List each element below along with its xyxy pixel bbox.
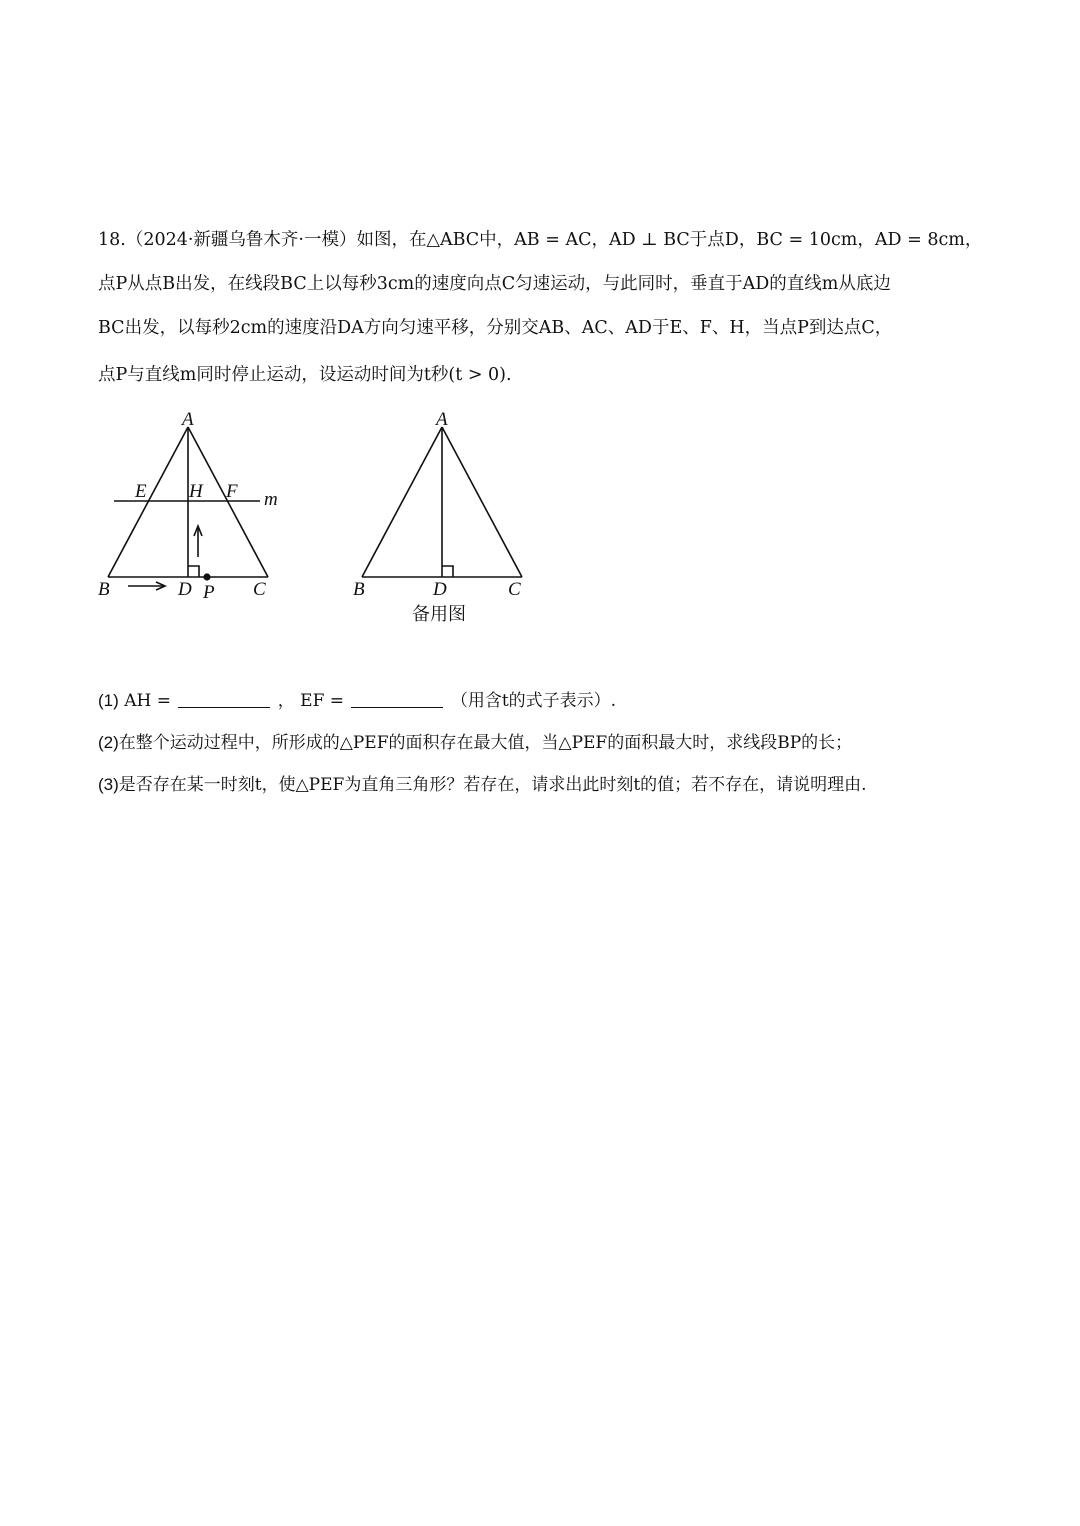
label-p: P — [203, 582, 215, 603]
figure-1 — [108, 427, 268, 590]
spare-side-ac — [442, 427, 522, 577]
question-1-ah-label: AH = — [124, 691, 171, 711]
question-2-text: 在整个运动过程中，所形成的△PEF的面积存在最大值，当△PEF的面积最大时，求线段BP的长； — [118, 733, 853, 753]
label-d: D — [178, 579, 192, 600]
label-c: C — [253, 579, 266, 600]
problem-line-4: 点P与直线m同时停止运动，设运动时间为t秒(t > 0). — [98, 365, 512, 385]
label-h: H — [189, 481, 203, 502]
spare-right-angle-mark — [442, 566, 453, 577]
question-3-number: (3) — [98, 775, 119, 794]
spare-label-c: C — [508, 579, 521, 600]
figures — [90, 405, 560, 635]
geometry-figures — [90, 405, 560, 635]
problem-line-3: BC出发，以每秒2cm的速度沿DA方向匀速平移，分别交AB、AC、AD于E、F、H，当点P到达点C， — [98, 318, 893, 338]
question-2 — [98, 722, 998, 764]
spare-label-a: A — [436, 409, 448, 430]
problem-line-1: 18.（2024·新疆乌鲁木齐·一模）如图，在△ABC中，AB = AC，AD ⊥ BC于点D，BC = 10cm，AD = 8cm， — [98, 230, 983, 250]
side-ac — [188, 427, 268, 577]
questions — [98, 680, 998, 806]
label-f: F — [226, 481, 238, 502]
side-ab — [108, 427, 188, 577]
ah-answer-blank[interactable] — [178, 689, 270, 708]
problem-line-2: 点P从点B出发，在线段BC上以每秒3cm的速度向点C匀速运动，与此同时，垂直于AD的直线m从底边 — [98, 274, 891, 294]
question-2-number: (2) — [98, 733, 119, 752]
point-p — [203, 573, 210, 580]
question-1 — [98, 680, 998, 722]
spare-figure-caption: 备用图 — [412, 604, 466, 625]
question-3-text: 是否存在某一时刻t，使△PEF为直角三角形？若存在，请求出此时刻t的值；若不存在，请说明理由. — [118, 775, 867, 795]
ef-answer-blank[interactable] — [351, 689, 443, 708]
figure-2 — [362, 427, 522, 577]
question-1-number: (1) — [98, 691, 119, 710]
spare-side-ab — [362, 427, 442, 577]
spare-label-d: D — [433, 579, 447, 600]
question-3 — [98, 764, 998, 806]
spare-label-b: B — [353, 579, 365, 600]
label-a: A — [182, 409, 194, 430]
label-m: m — [264, 489, 278, 510]
question-1-ef-label: EF = — [300, 691, 345, 711]
right-angle-mark — [188, 566, 199, 577]
label-e: E — [135, 481, 147, 502]
problem-statement — [98, 218, 988, 400]
question-1-separator: ， — [277, 691, 295, 711]
label-b: B — [98, 579, 110, 600]
question-1-hint: （用含t的式子表示）. — [450, 691, 617, 711]
